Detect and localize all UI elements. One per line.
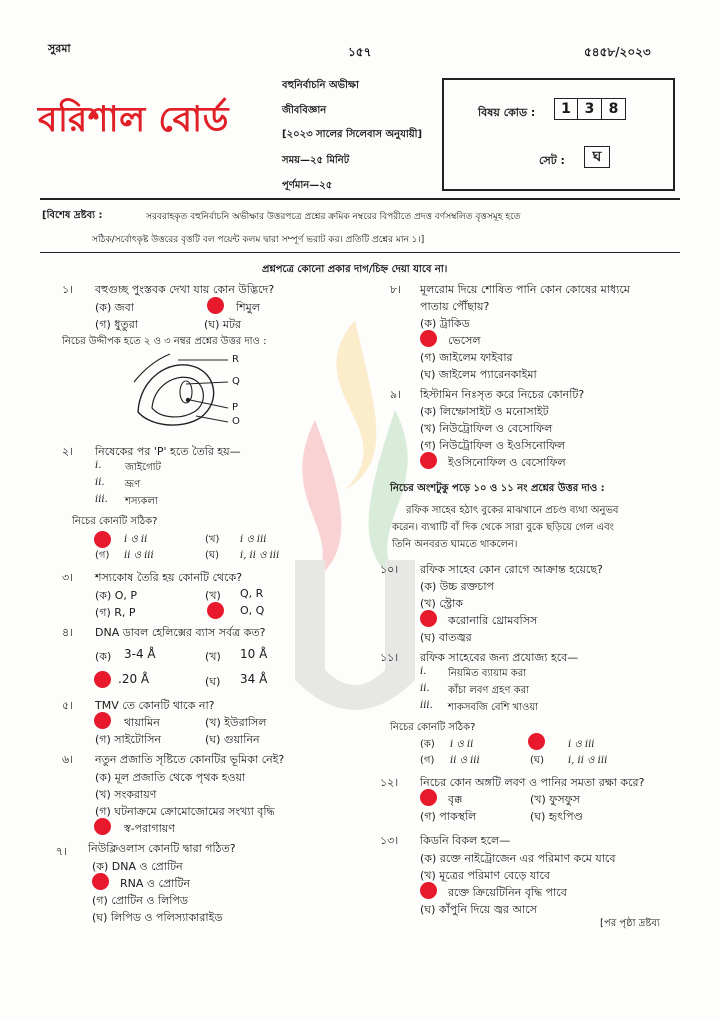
q13-number: ১৩। [380,834,399,847]
diagram-label-p: P [232,402,239,413]
q2-text: নিষেকের পর 'P' হতে তৈরি হয়— [95,445,241,458]
q11-option-d: i, ii ও iii [568,755,608,766]
q6-number: ৬। [62,753,74,766]
q1-option-d: (ঘ) মটর [204,318,242,331]
q2-stmt-iii: শস্যকলা [125,496,158,507]
q2-option-a: i ও ii [124,534,148,545]
answer-mark-q8 [420,330,437,347]
q6-option-d: স্ব-পরাগায়ণ [124,822,175,835]
q11-option-d-letter: (ঘ) [530,755,544,766]
q7-number: ৭। [56,845,68,858]
q4-option-a-letter: (ক) [95,650,112,663]
syllabus-note: [২০২৩ সালের সিলেবাস অনুযায়ী] [282,129,423,140]
q3-number: ৩। [62,571,74,584]
q13-option-d: (ঘ) কাঁপুনি দিয়ে জ্বর আসে [420,903,537,916]
q12-option-c: (গ) পাকস্থলি [420,810,477,823]
exam-time: সময়—২৫ মিনিট [282,155,350,166]
q6-option-b: (খ) সংকরায়ণ [95,788,157,801]
exam-type: বহুনির্বাচনি অভীক্ষা [282,80,359,91]
q2-stmt-i-num: i. [95,460,102,471]
q8-option-d: (ঘ) জাইলেম প্যারেনকাইমা [420,368,537,381]
q3-text: শস্যকোষ তৈরি হয় কোনটি থেকে? [95,571,243,584]
answer-mark-q6 [94,818,111,835]
q9-option-d: ইওসিনোফিল ও বেসোফিল [448,456,566,469]
q11-stmt-ii-num: ii. [420,683,430,694]
set-box [584,146,610,168]
answer-mark-q10 [420,610,437,627]
q11-number: ১১। [380,651,399,664]
q9-option-c: (গ) নিউট্রোফিল ও ইওসিনোফিল [420,439,566,452]
q11-stmt-iii: শাকসবজি বেশি খাওয়া [448,702,539,713]
corner-label: সুরমা [48,42,71,55]
q4-option-d-letter: (ঘ) [205,675,221,688]
q8-option-b: ভেসেল [448,334,481,347]
q13-option-c: রক্তে ক্রিয়েটিনিন বৃদ্ধি পাবে [448,886,567,899]
diagram-label-r: R [232,354,239,365]
q7-option-a: (ক) DNA ও প্রোটিন [92,860,183,873]
q9-option-b: (খ) নিউট্রোফিল ও বেসোফিল [420,422,553,435]
subject-code-label: বিষয় কোড : [478,106,536,119]
answer-mark-q13 [420,882,437,899]
q11-stmt-i: নিয়মিত ব্যায়াম করা [448,668,527,679]
q1-option-c: (গ) ধুতুরা [95,318,138,331]
q10-text: রফিক সাহেব কোন রোগে আক্রান্ত হয়েছে? [420,563,603,576]
header-divider [40,198,680,200]
q2-stmt-ii: ভ্রূণ [125,479,141,490]
q1-option-a: (ক) জবা [95,301,134,314]
q2-option-b-letter: (খ) [205,534,220,545]
answer-mark-q7 [92,873,109,890]
q13-option-a: (ক) রক্তে নাইট্রোজেন এর পরিমাণ কমে যাবে [420,852,616,865]
q3-option-b: Q, R [240,587,264,600]
q5-option-a: থায়ামিন [124,716,160,729]
answer-mark-q12 [420,789,437,806]
q12-number: ১২। [380,776,399,789]
q2-option-d: i, ii ও iii [240,550,280,561]
q11-option-a-letter: (ক) [420,739,435,750]
q13-option-b: (খ) মূত্রের পরিমাণ বেড়ে যাবে [420,869,550,882]
diagram-label-o: O [232,416,240,427]
q11-option-a: i ও ii [450,739,474,750]
stimulus-10-11: নিচের অংশটুকু পড়ে ১০ ও ১১ নং প্রশ্নের উত্তর দাও : [390,483,605,494]
q4-option-b-letter: (খ) [205,650,221,663]
q6-option-c: (গ) ঘটনাক্রমে ক্রোমোজোমের সংখ্যা বৃদ্ধি [95,805,275,818]
answer-mark-q4 [94,671,111,688]
passage-line-3: তিনি অনবরত ঘামতে থাকলেন। [392,539,518,550]
instruction-label: [বিশেষ দ্রষ্টব্য : [42,210,103,221]
answer-mark-q2 [94,531,111,548]
q1-number: ১। [62,283,74,296]
q1-text: বহুগুচ্ছ পুংস্তবক দেখা যায় কোন উদ্ভিদে? [95,283,275,296]
q11-option-c: ii ও iii [450,755,480,766]
q7-text: নিউক্লিওলাস কোনটি দ্বারা গঠিত? [88,842,236,855]
code-digit: 1 [554,98,578,120]
code-digit: 8 [602,98,626,120]
q5-option-b: (খ) ইউরাসিল [205,716,267,729]
q3-option-d: O, Q [240,604,265,617]
q3-option-a: (ক) O, P [95,589,138,602]
q4-option-c: .20 Å [118,672,150,686]
q2-option-b: i ও iii [240,534,267,545]
page-number: ১৫৭ [348,45,372,59]
code-digit: 3 [578,98,602,120]
q11-option-b: i ও iii [568,739,595,750]
q4-number: ৪। [62,626,74,639]
no-marks-note: প্রশ্নপত্রে কোনো প্রকার দাগ/চিহ্ন দেয়া যাবে না। [262,264,448,275]
q2-option-d-letter: (ঘ) [205,550,219,561]
q7-option-d: (ঘ) লিপিড ও পলিস্যাকারাইড [92,911,223,924]
q2-option-c: ii ও iii [124,550,154,561]
q4-text: DNA ডাবল হেলিক্সের ব্যাস সর্বত্র কত? [95,626,266,639]
next-page-note: [পর পৃষ্ঠা দ্রষ্টব্য [600,918,660,929]
q3-option-b-letter: (খ) [205,589,221,602]
q10-number: ১০। [380,563,399,576]
q12-option-b: (খ) ফুসফুস [530,793,580,806]
code-number: ৫৪৫৮/২০২৩ [584,45,651,59]
ovule-diagram [130,352,260,432]
set-label: সেট : [539,154,565,167]
q4-option-a: 3-4 Å [124,647,156,661]
q2-stmt-ii-num: ii. [95,477,105,488]
q5-option-c: (গ) সাইটোসিন [95,733,162,746]
q8-option-c: (গ) জাইলেম ফাইবার [420,351,513,364]
q10-option-c: করোনারি থ্রোমবসিস [448,614,538,627]
answer-mark-q3 [207,602,224,619]
q6-text: নতুন প্রজাতি সৃষ্টিতে কোনটির ভূমিকা নেই? [95,753,285,766]
subject-code-digits [554,98,626,120]
q5-option-d: (ঘ) গুয়ানিন [205,733,260,746]
answer-mark-q11 [528,733,545,750]
q2-option-c-letter: (গ) [95,550,110,561]
q10-option-b: (খ) স্ট্রোক [420,597,463,610]
q11-stmt-ii: কাঁচা লবণ গ্রহণ করা [448,685,529,696]
q12-option-d: (ঘ) হৃৎপিণ্ড [530,810,583,823]
q2-number: ২। [62,445,74,458]
set-value: ঘ [584,146,610,168]
full-marks: পূর্ণমান—২৫ [282,180,333,191]
q2-stmt-i: জাইগোট [125,462,161,473]
q9-option-a: (ক) লিম্ফোসাইট ও মনোসাইট [420,405,549,418]
passage-line-2: করেন। ব্যথাটি বাঁ দিক থেকে সারা বুকে ছড়িয়ে গেল এবং [392,522,614,533]
q12-option-a: বৃক্ক [448,793,463,806]
q10-option-d: (ঘ) বাতজ্বর [420,631,472,644]
q1-option-b: শিমুল [236,301,260,314]
q8-text-line-2: পাতায় পৌঁছায়? [420,300,490,313]
q4-option-b: 10 Å [240,647,268,661]
q8-number: ৮। [390,283,402,296]
q11-stmt-i-num: i. [420,666,427,677]
q8-option-a: (ক) ট্রাকিড [420,317,470,330]
q10-option-a: (ক) উচ্চ রক্তচাপ [420,580,494,593]
subject: জীববিজ্ঞান [282,105,327,116]
q3-option-c: (গ) R, P [95,606,136,619]
stimulus-2-3: নিচের উদ্দীপক হতে ২ ও ৩ নম্বর প্রশ্নের উত্তর দাও : [62,336,267,347]
subject-code-box [442,78,675,191]
q5-text: TMV তে কোনটি থাকে না? [95,699,215,712]
board-title: বরিশাল বোর্ড [38,100,229,140]
instruction-line-1: সরবরাহকৃত বহুনির্বাচনি অভীক্ষার উত্তরপত্রে প্রশ্নের ক্রমিক নম্বরের বিপরীতে প্রদত্ত বর্ণসম্বলিত বৃত্তসমূহ হতে [146,212,521,222]
answer-mark-q5 [94,712,111,729]
q11-text: রফিক সাহেবের জন্য প্রযোজ্য হবে— [420,651,579,664]
q7-option-c: (গ) প্রোটিন ও লিপিড [92,894,189,907]
q13-text: কিডনি বিকল হলে— [420,834,511,847]
diagram-label-q: Q [232,376,240,387]
q5-number: ৫। [62,699,74,712]
q8-text-line-1: মূলরোম দিয়ে শোষিত পানি কোন কোষের মাধ্যমে [420,283,630,296]
q9-number: ৯। [390,388,402,401]
answer-mark-q9 [420,452,437,469]
q2-which-correct: নিচের কোনটি সঠিক? [72,516,158,527]
q4-option-d: 34 Å [240,672,268,686]
instruction-line-2: সঠিক/সর্বোৎকৃষ্ট উত্তরের বৃত্তটি বল পয়েন্ট কলম দ্বারা সম্পূর্ণ ভরাট কর। প্রতিটি প্রশ্নের মান ১।] [92,235,425,245]
passage-line-1: রফিক সাহেব হঠাৎ বুকের মাঝখানে প্রচণ্ড ব্যথা অনুভব [406,505,619,516]
q7-option-b: RNA ও প্রোটিন [120,877,191,890]
q6-option-a: (ক) মূল প্রজাতি থেকে পৃথক হওয়া [95,771,246,784]
q12-text: নিচের কোন অঙ্গটি লবণ ও পানির সমতা রক্ষা করে? [420,776,645,789]
q11-option-c-letter: (গ) [420,755,435,766]
q9-text: হিস্টামিন নিঃসৃত করে নিচের কোনটি? [420,388,585,401]
answer-mark-q1 [207,297,224,314]
instruction-divider [40,252,680,253]
q11-stmt-iii-num: iii. [420,700,433,711]
q11-which-correct: নিচের কোনটি সঠিক? [390,722,476,733]
q2-stmt-iii-num: iii. [95,494,108,505]
